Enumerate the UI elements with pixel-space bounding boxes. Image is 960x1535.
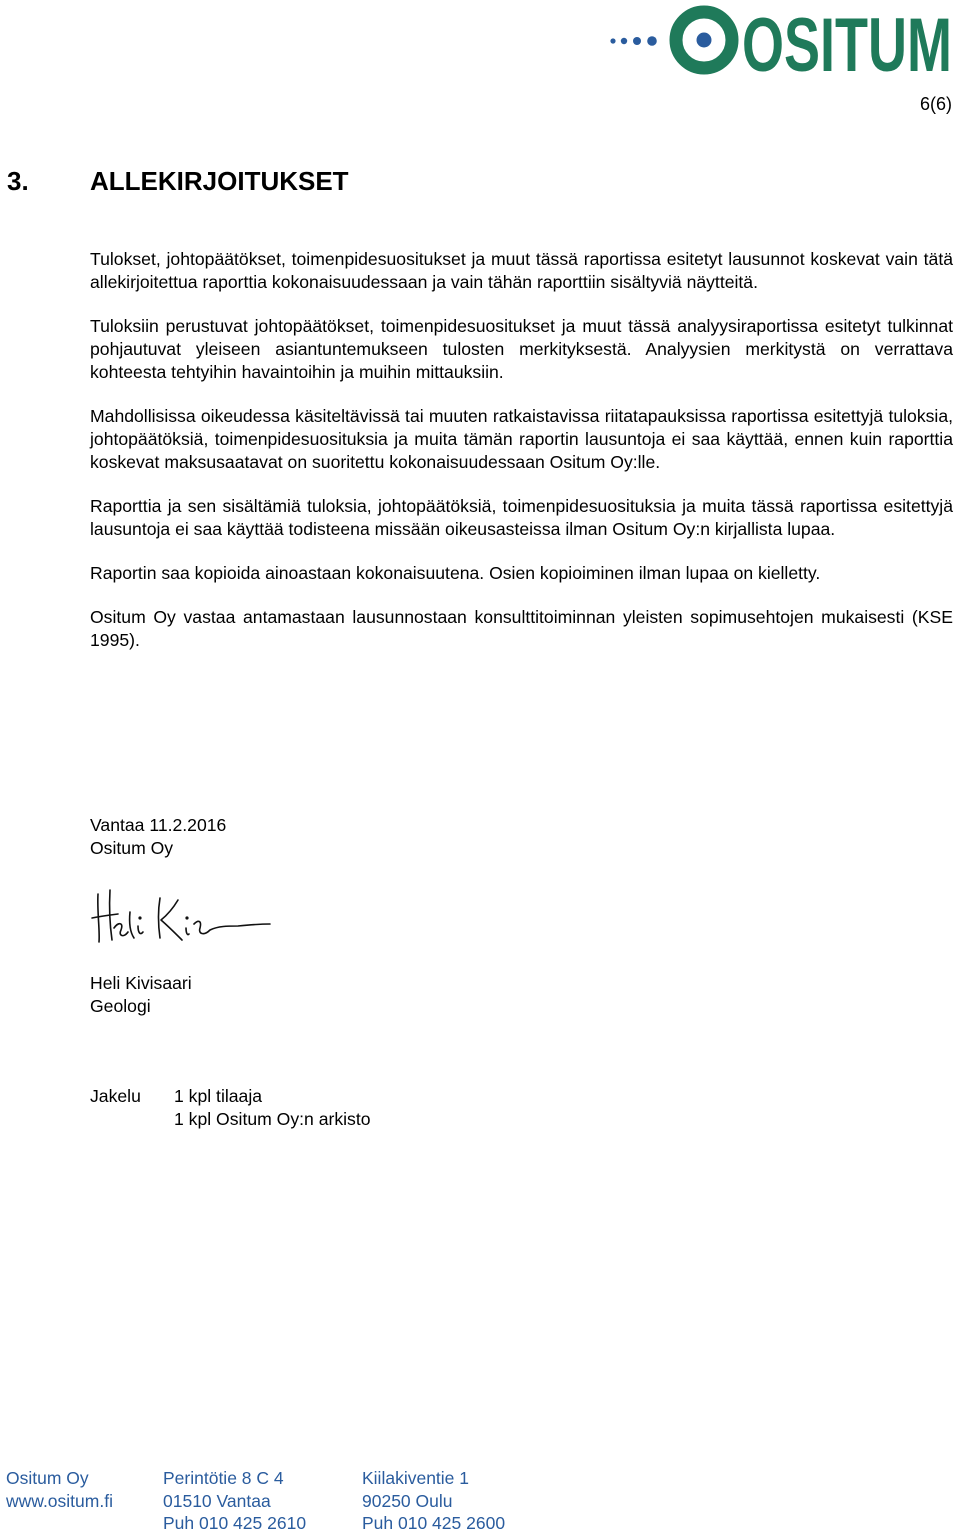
section-number: 3.: [7, 166, 29, 196]
footer-city: 01510 Vantaa: [163, 1490, 271, 1511]
distribution-item: 1 kpl tilaaja: [174, 1086, 263, 1106]
signer-block: [90, 972, 192, 1018]
distribution-item: 1 kpl Ositum Oy:n arkisto: [174, 1109, 371, 1129]
distribution-list: [174, 1085, 371, 1131]
footer-street: Kiilakiventie 1: [362, 1468, 469, 1488]
page-number: 6(6): [919, 94, 952, 114]
company-name: Ositum Oy: [90, 838, 174, 858]
logo-dot-1: [610, 38, 615, 43]
logo-o-center: [697, 33, 712, 48]
logo-text: OSITUM: [742, 3, 952, 80]
footer-city: 90250 Oulu: [362, 1490, 453, 1511]
distribution-block: [90, 1085, 371, 1131]
paragraph: Mahdollisissa oikeudessa käsiteltävissä tai muuten ratkaistavissa riitatapauksissa raportissa esitettyjä tuloksia, johtopäätöksiä, toimenpidesuosituksia ja muita tämän raportin lausuntoja ei saa käyttää, ennen kuin raporttia koskevat maksusaatavat on suoritettu kokonaisuudessaan Ositum Oy:lle.: [90, 406, 953, 472]
footer-company: [6, 1467, 113, 1512]
paragraph: Raporttia ja sen sisältämiä tuloksia, johtopäätöksiä, toimenpidesuosituksia ja muita tässä raportissa esitettyjä lausuntoja ei saa käyttää todisteena missään oikeusasteissa ilman Ositum Oy:n kirjallista lupaa.: [90, 496, 953, 539]
footer-phone: Puh 010 425 2610: [163, 1513, 307, 1533]
logo-dot-3: [633, 37, 641, 45]
ositum-logo: [604, 0, 960, 80]
footer-phone: Puh 010 425 2600: [362, 1513, 506, 1533]
paragraph: Ositum Oy vastaa antamastaan lausunnostaan konsulttitoiminnan yleisten sopimusehtojen mukaisesti (KSE 1995).: [90, 607, 953, 650]
place-date: Vantaa 11.2.2016: [90, 815, 227, 835]
section-title: ALLEKIRJOITUKSET: [90, 166, 349, 196]
distribution-label: Jakelu: [90, 1086, 141, 1106]
footer-website: www.ositum.fi: [6, 1490, 113, 1511]
signer-title: Geologi: [90, 996, 151, 1016]
place-date-block: [90, 814, 226, 860]
paragraph: Tuloksiin perustuvat johtopäätökset, toimenpidesuositukset ja muut tässä analyysiraportissa esitetyt tulkinnat pohjautuvat yleiseen asiantuntemukseen tulosten merkityksestä. Analyysien merkitystä on verrattava kohteesta tehtyihin havaintoihin ja muihin mittauksiin.: [90, 316, 953, 382]
paragraph: Tulokset, johtopäätökset, toimenpidesuositukset ja muut tässä raportissa esitetyt lausunnot koskevat vain tätä allekirjoitettua raporttia kokonaisuudessaan ja vain tähän raporttiin sisältyviä näytteitä.: [90, 249, 953, 292]
logo-dot-4: [647, 36, 657, 46]
body-text: [90, 248, 953, 673]
footer-street: Perintötie 8 C 4: [163, 1468, 284, 1488]
logo-dot-2: [621, 38, 627, 44]
signer-name: Heli Kivisaari: [90, 973, 192, 993]
footer-company-name: Ositum Oy: [6, 1468, 89, 1488]
footer-oulu-address: [362, 1467, 505, 1535]
handwritten-signature: [88, 882, 278, 952]
paragraph: Raportin saa kopioida ainoastaan kokonaisuutena. Osien kopioiminen ilman lupaa on kielletty.: [90, 563, 821, 583]
section-heading: [7, 166, 349, 197]
footer-vantaa-address: [163, 1467, 306, 1535]
